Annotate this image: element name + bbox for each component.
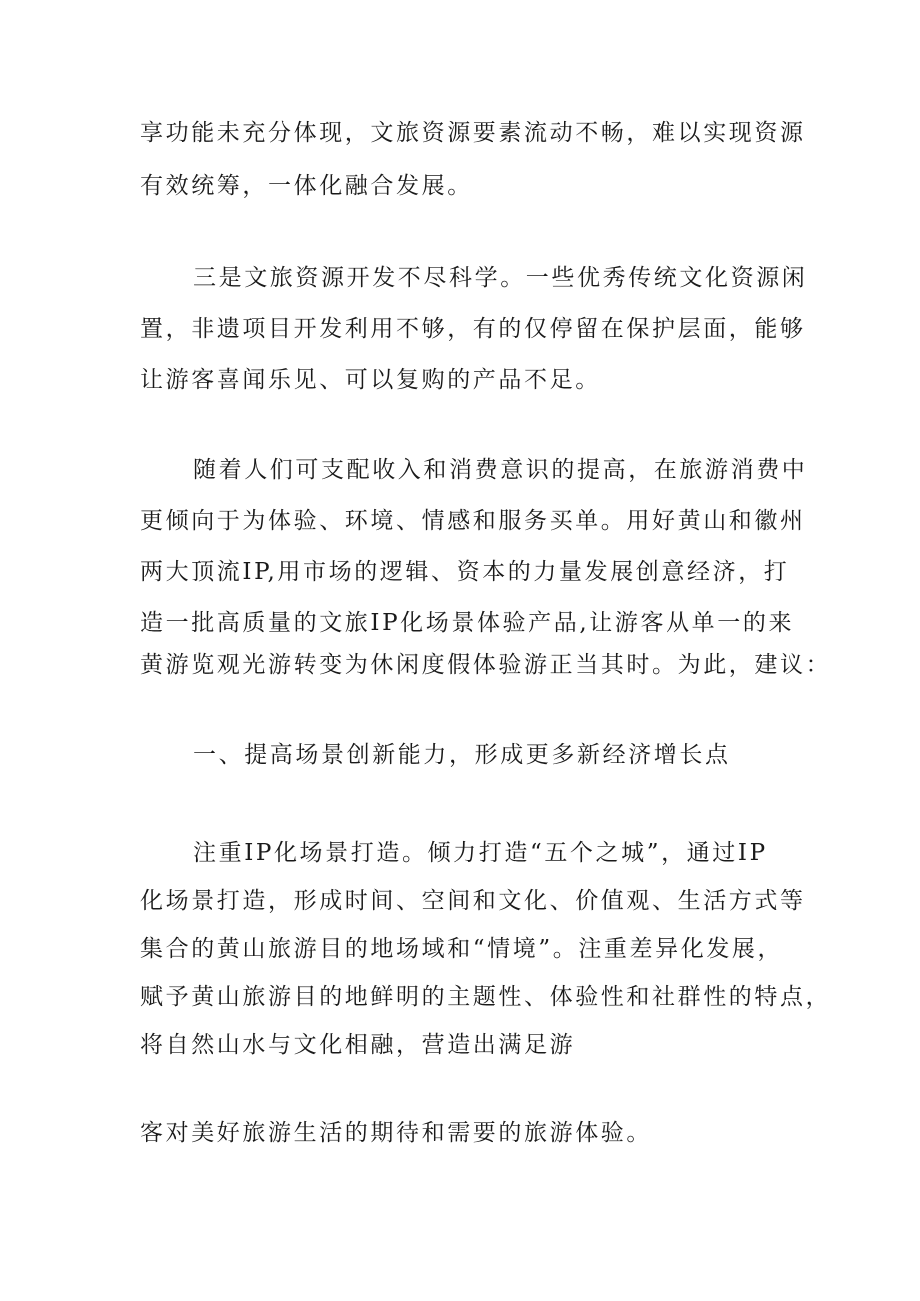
paragraph-3-line-5: 黄游览观光游转变为休闲度假体验游正当其时。为此，建议： (140, 652, 832, 678)
section-heading-1: 一、提高场景创新能力，形成更多新经济增长点 (193, 742, 731, 768)
paragraph-1-line-2: 有效统筹，一体化融合发展。 (140, 173, 473, 199)
paragraph-3-line-4: 造一批高质量的文旅IP化场景体验产品,让游客从单一的来 (140, 610, 795, 636)
paragraph-1-line-1: 享功能未充分体现，文旅资源要素流动不畅，难以实现资源 (140, 120, 806, 146)
paragraph-2-line-1: 三是文旅资源开发不尽科学。一些优秀传统文化资源闲 (193, 265, 808, 291)
paragraph-4-line-2: 化场景打造，形成时间、空间和文化、价值观、生活方式等 (140, 888, 806, 914)
paragraph-4-line-4: 赋予黄山旅游目的地鲜明的主题性、体验性和社群性的特点， (140, 984, 832, 1010)
paragraph-2-line-3: 让游客喜闻乐见、可以复购的产品不足。 (140, 367, 601, 393)
paragraph-4-line-3: 集合的黄山旅游目的地场域和“情境”。注重差异化发展， (140, 936, 784, 962)
paragraph-4-line-5: 将自然山水与文化相融，营造出满足游 (140, 1032, 576, 1058)
paragraph-3-line-2: 更倾向于为体验、环境、情感和服务买单。用好黄山和徽州 (140, 508, 806, 534)
paragraph-3-line-3: 两大顶流IP,用市场的逻辑、资本的力量发展创意经济，打 (140, 559, 790, 585)
paragraph-3-line-1: 随着人们可支配收入和消费意识的提高，在旅游消费中 (193, 457, 808, 483)
paragraph-4-line-1: 注重IP化场景打造。倾力打造“五个之城”，通过IP (193, 840, 768, 866)
paragraph-2-line-2: 置，非遗项目开发利用不够，有的仅停留在保护层面，能够 (140, 316, 806, 342)
paragraph-5-line-1: 客对美好旅游生活的期待和需要的旅游体验。 (140, 1120, 652, 1146)
